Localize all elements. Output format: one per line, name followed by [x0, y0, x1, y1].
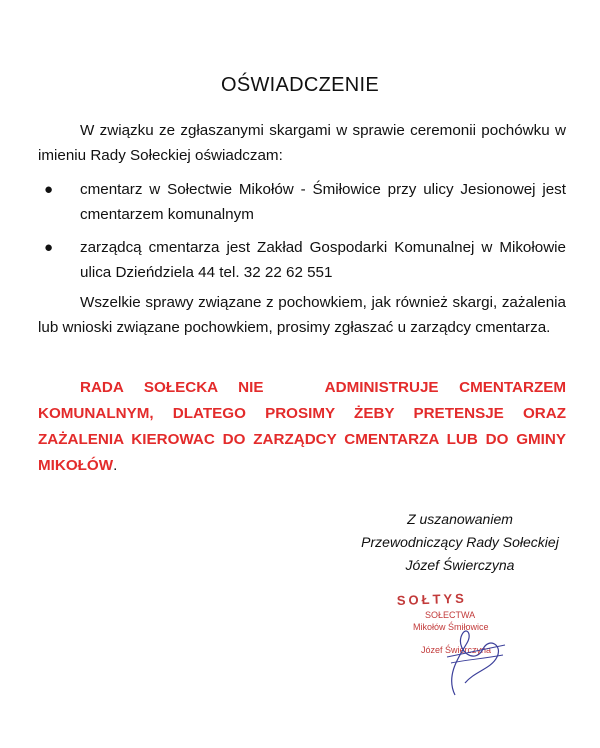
list-item	[38, 177, 566, 227]
closing-name: Józef Świerczyna	[405, 557, 515, 573]
contact-paragraph	[38, 290, 566, 340]
stamp-name: Józef Świerczyna	[421, 645, 492, 655]
intro-text: W związku ze zgłaszanymi skargami w sprawie ceremonii pochówku w imieniu Rady Sołeckiej oświadczam:	[38, 122, 566, 164]
intro-paragraph	[38, 118, 566, 168]
warning-notice	[38, 375, 571, 479]
signature-stroke	[452, 631, 499, 695]
official-stamp-image	[385, 585, 535, 705]
document-title: OŚWIADCZENIE	[220, 74, 380, 96]
closing-greeting: Z uszanowaniem	[407, 511, 513, 527]
bullet-icon: ●	[44, 239, 54, 256]
contact-text: Wszelkie sprawy związane z pochowkiem, jak również skargi, zażalenia lub wnioski związane pochowkiem, prosimy zgłaszać u zarządcy cmentarza.	[38, 294, 566, 336]
closing-signature-block	[340, 508, 580, 577]
list-item	[38, 235, 566, 285]
stamp-title: SOŁTYS	[396, 590, 468, 608]
list-item-text: zarządcą cmentarza jest Zakład Gospodarki Komunalnej w Mikołowie ulica Dzieńdziela 44 tel. 32 22 62 551	[80, 239, 566, 281]
statement-list	[38, 177, 566, 293]
stamp-subtitle: SOŁECTWA	[425, 610, 476, 620]
stamp-location: Mikołów Śmiłowice	[413, 622, 489, 632]
list-item-text: cmentarz w Sołectwie Mikołów - Śmiłowice przy ulicy Jesionowej jest cmentarzem komunalnym	[80, 181, 566, 223]
warning-text: RADA SOŁECKA NIE ADMINISTRUJE CMENTARZEM KOMUNALNYM, DLATEGO PROSIMY ŻEBY PRETENSJE ORAZ ZAŻALENIA KIEROWAC DO ZARZĄDCY CMENTARZA LUB DO GMINY MIKOŁÓW	[38, 379, 571, 474]
closing-role: Przewodniczący Rady Sołeckiej	[361, 534, 559, 550]
bullet-icon: ●	[44, 181, 54, 198]
warning-period: .	[113, 457, 118, 474]
